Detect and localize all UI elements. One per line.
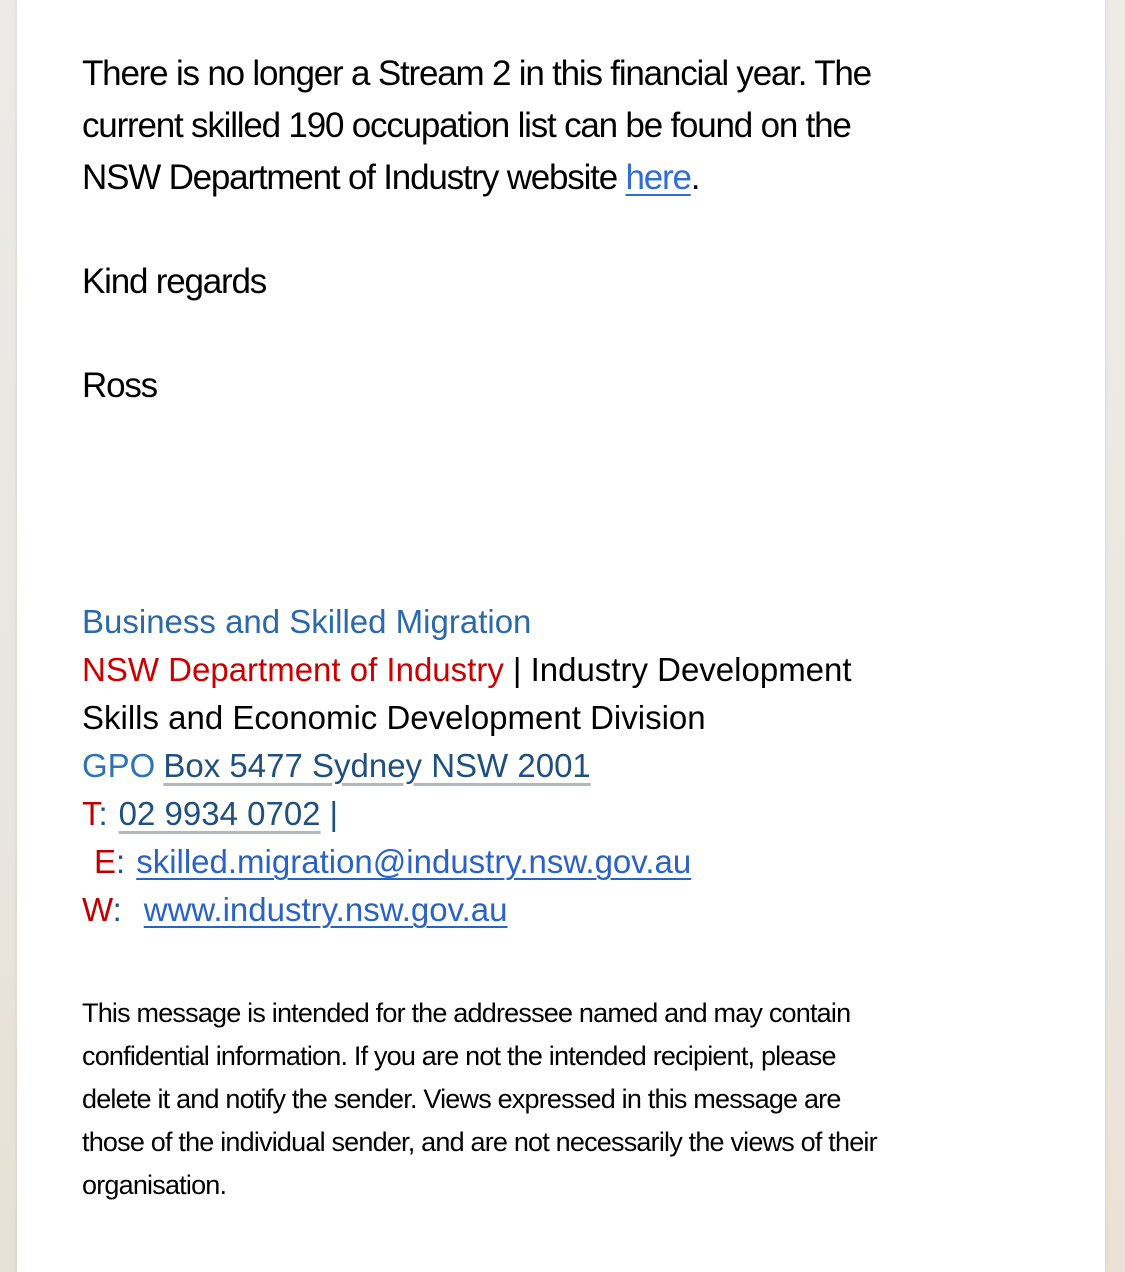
text-line-3 [82, 152, 1047, 204]
signature-block [82, 598, 1047, 934]
email-label-colon: : [116, 843, 126, 880]
here-link[interactable]: here [625, 158, 691, 197]
phone-label: T [82, 795, 99, 832]
disclaimer-line-2: confidential information. If you are not the intended recipient, please [82, 1041, 836, 1071]
phone-link[interactable]: 02 9934 0702 [118, 795, 321, 832]
signature-department-name: NSW Department of Industry [82, 651, 504, 688]
website-link[interactable]: www.industry.nsw.gov.au [143, 891, 508, 928]
website-label-colon: : [112, 891, 122, 928]
page-edge-right [1105, 0, 1125, 1272]
text-line-3-prefix: NSW Department of Industry website [82, 158, 626, 197]
phone-separator: | [329, 795, 339, 832]
email-link[interactable]: skilled.migration@industry.nsw.gov.au [136, 843, 692, 880]
signature-website [82, 886, 1047, 934]
signature-email [82, 838, 1047, 886]
page-edge-left [0, 0, 17, 1272]
address-prefix: GPO [82, 747, 156, 784]
signature-department-unit: | Industry Development [512, 651, 852, 688]
disclaimer-text [82, 992, 1047, 1207]
phone-label-colon: : [98, 795, 108, 832]
signature-department [82, 646, 1047, 694]
disclaimer-line-1: This message is intended for the addressee named and may contain [82, 998, 851, 1028]
disclaimer-line-3: delete it and notify the sender. Views expressed in this message are [82, 1084, 841, 1114]
email-body-card [17, 0, 1105, 1272]
text-line-2: current skilled 190 occupation list can be found on the [82, 106, 851, 145]
address-link[interactable]: Box 5477 Sydney NSW 2001 [163, 747, 591, 784]
closing-text: Kind regards [82, 262, 267, 301]
website-label: W [82, 891, 113, 928]
text-line-3-suffix: . [690, 158, 700, 197]
signature-phone [82, 790, 1047, 838]
sender-name: Ross [82, 366, 157, 405]
signature-org: Business and Skilled Migration [82, 603, 532, 640]
text-line-1: There is no longer a Stream 2 in this financial year. The [82, 54, 871, 93]
message-body [82, 48, 1047, 412]
disclaimer-line-5: organisation. [82, 1170, 227, 1200]
disclaimer-line-4: those of the individual sender, and are not necessarily the views of their [82, 1127, 877, 1157]
signature-division: Skills and Economic Development Division [82, 699, 706, 736]
paragraph-intro [82, 48, 1047, 204]
email-label: E [94, 843, 117, 880]
signature-address [82, 742, 1047, 790]
